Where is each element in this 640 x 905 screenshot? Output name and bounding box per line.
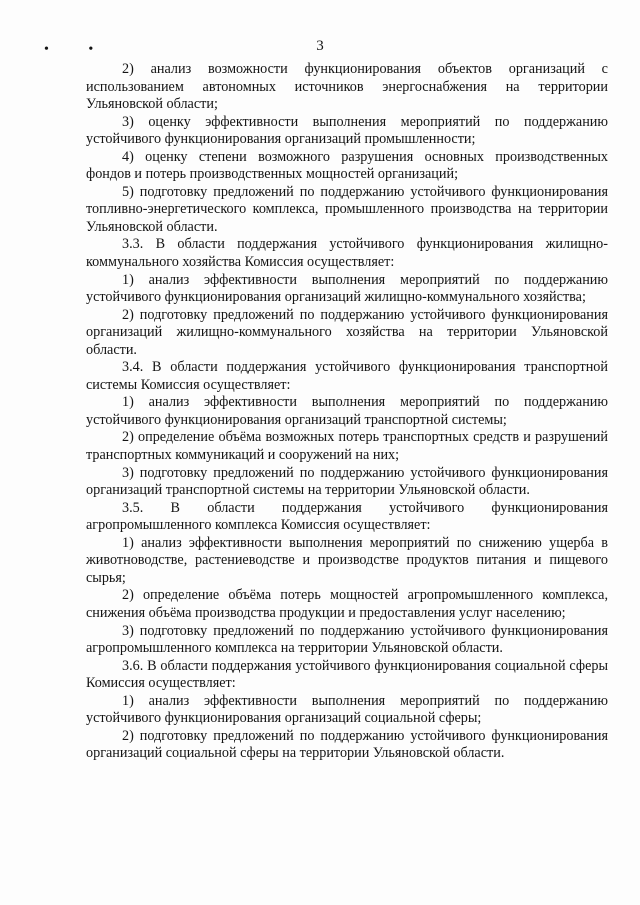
paragraph: 2) подготовку предложений по поддержанию устойчивого функционирования организаций социальной сферы на территории Ульяновской области.	[86, 727, 608, 762]
paragraph: 2) определение объёма потерь мощностей агропромышленного комплекса, снижения объёма производства продукции и предоставления услуг населению;	[86, 587, 608, 621]
paragraph: 1) анализ эффективности выполнения мероприятий по поддержанию устойчивого функционирования организаций социальной сферы;	[86, 692, 608, 727]
paragraph: 1) анализ эффективности выполнения мероприятий по поддержанию устойчивого функционирования организаций транспортной системы;	[86, 394, 608, 428]
paragraph: 2) подготовку предложений по поддержанию устойчивого функционирования организаций жилищно-коммунального хозяйства на территории Ульяновской области.	[86, 306, 608, 358]
paragraph: 4) оценку степени возможного разрушения основных производственных фондов и потерь производственных мощностей организаций;	[86, 148, 608, 183]
scan-specks: • •	[44, 42, 112, 57]
paragraph: 1) анализ эффективности выполнения мероприятий по поддержанию устойчивого функционирования организаций жилищно-коммунального хозяйства;	[86, 271, 608, 306]
section-heading-paragraph: 3.6. В области поддержания устойчивого функционирования социальной сферы Комиссия осуществляет:	[86, 657, 608, 692]
paragraph: 3) подготовку предложений по поддержанию устойчивого функционирования организаций транспортной системы на территории Ульяновской области.	[86, 464, 608, 499]
section-heading-paragraph: 3.4. В области поддержания устойчивого функционирования транспортной системы Комиссия осуществляет:	[86, 359, 608, 393]
section-heading-paragraph: 3.3. В области поддержания устойчивого функционирования жилищно-коммунального хозяйства Комиссия осуществляет:	[86, 236, 608, 271]
paragraph: 3) подготовку предложений по поддержанию устойчивого функционирования агропромышленного комплекса на территории Ульяновской области.	[86, 622, 608, 657]
section-heading-paragraph: 3.5. В области поддержания устойчивого функционирования агропромышленного комплекса Комиссия осуществляет:	[86, 499, 608, 534]
document-body	[86, 61, 608, 763]
page-number: 3	[316, 38, 324, 54]
paragraph: 3) оценку эффективности выполнения мероприятий по поддержанию устойчивого функционирования организаций промышленности;	[86, 113, 608, 148]
paragraph: 2) анализ возможности функционирования объектов организаций с использованием автономных источников энергоснабжения на территории Ульяновской области;	[86, 61, 608, 113]
paragraph: 1) анализ эффективности выполнения мероприятий по снижению ущерба в животноводстве, растениеводстве и производстве продуктов питания и пищевого сырья;	[86, 534, 608, 586]
paragraph: 5) подготовку предложений по поддержанию устойчивого функционирования топливно-энергетического комплекса, промышленного производства на территории Ульяновской области.	[86, 183, 608, 235]
paragraph: 2) определение объёма возможных потерь транспортных средств и разрушений транспортных коммуникаций и сооружений на них;	[86, 429, 608, 464]
